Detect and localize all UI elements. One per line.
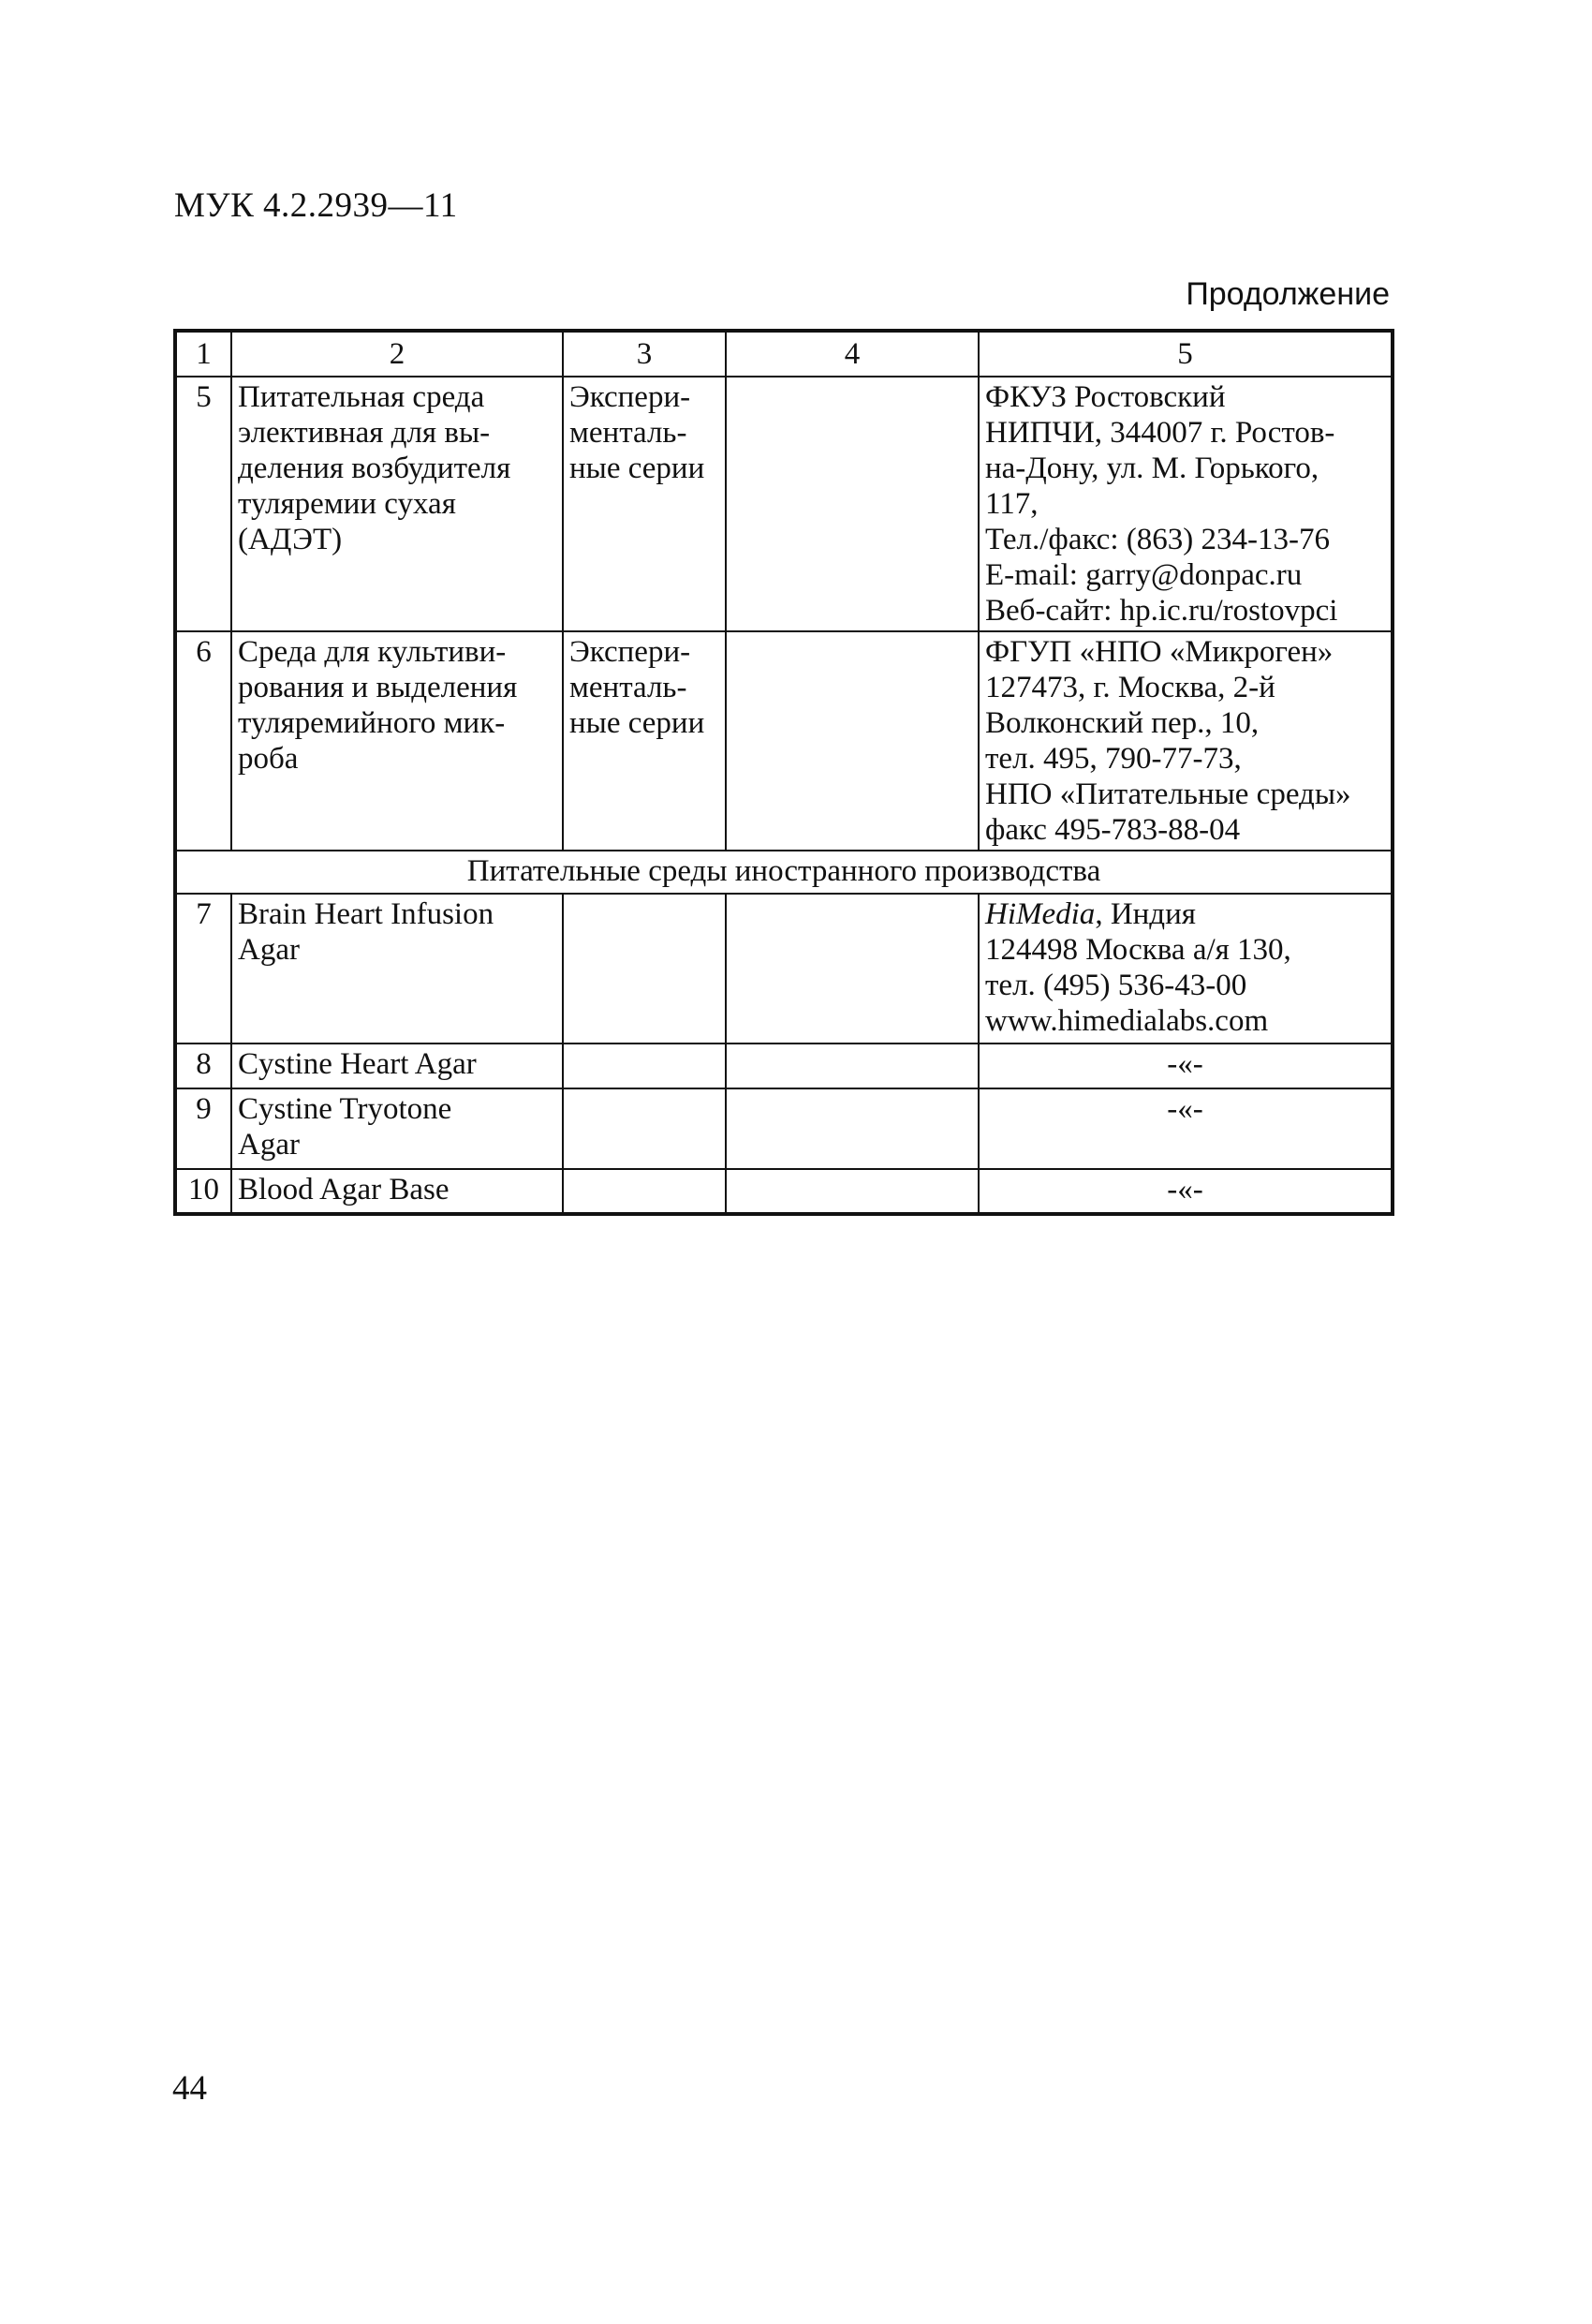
section-title: Питательные среды иностранного производства [175,851,1393,894]
manufacturer-line: тел. (495) 536-43-00 [985,969,1247,1002]
column-header: 5 [979,331,1393,377]
manufacturer-line [985,896,1385,932]
medium-name-line: Brain Heart Infusion [238,897,494,931]
manufacturer-line: ФКУЗ Ростовский [985,380,1226,414]
medium-name-line: роба [238,742,299,776]
continuation-label: Продолжение [1186,276,1390,312]
manufacturer-line: на-Дону, ул. М. Горького, [985,451,1319,485]
column-header: 4 [726,331,979,377]
column-4-cell [726,1088,979,1169]
manufacturer-line: 117, [985,487,1039,521]
medium-name-line: туляремийного мик- [238,706,506,740]
manufacturer-cell: -«- [979,1169,1393,1214]
column-4-cell [726,1169,979,1214]
table-row [175,631,1393,851]
medium-name-cell [231,894,563,1044]
series-type-cell [563,894,726,1044]
manufacturer-cell: -«- [979,1044,1393,1088]
series-type-line: менталь- [569,671,687,704]
medium-name-line: (АДЭТ) [238,523,343,556]
medium-name-line: Cystine Tryotone [238,1092,452,1126]
manufacturer-line: ФГУП «НПО «Микроген» [985,635,1334,669]
series-type-cell [563,1044,726,1088]
series-type-cell [563,1169,726,1214]
medium-name-line: рования и выделения [238,671,518,704]
manufacturer-line: Волконский пер., 10, [985,706,1260,740]
medium-name-line: Среда для культиви- [238,635,507,669]
series-type-cell [563,1088,726,1169]
row-number: 5 [175,377,231,631]
medium-name-line: Cystine Heart Agar [238,1047,477,1081]
manufacturer-line: 127473, г. Москва, 2-й [985,671,1275,704]
medium-name-line: Blood Agar Base [238,1173,450,1206]
table-row [175,1088,1393,1169]
table-row [175,1169,1393,1214]
manufacturer-line: www.himedialabs.com [985,1004,1269,1038]
manufacturer-cell [979,894,1393,1044]
series-type-line: ные серии [569,451,705,485]
series-type-line: менталь- [569,416,687,450]
manufacturer-line: НПО «Питательные среды» [985,777,1351,811]
medium-name-line: Питательная среда [238,380,485,414]
series-type-line: Экспери- [569,635,691,669]
row-number: 10 [175,1169,231,1214]
medium-name-cell [231,1044,563,1088]
medium-name-cell [231,1088,563,1169]
column-header: 2 [231,331,563,377]
series-type-line: Экспери- [569,380,691,414]
medium-name-line: деления возбудителя [238,451,511,485]
medium-name-cell [231,1169,563,1214]
medium-name-cell [231,631,563,851]
manufacturer-cell [979,377,1393,631]
page-number: 44 [172,2069,207,2108]
column-4-cell [726,894,979,1044]
medium-name-line: Agar [238,933,300,967]
table-row [175,377,1393,631]
section-row [175,851,1393,894]
manufacturer-line: НИПЧИ, 344007 г. Ростов- [985,416,1335,450]
manufacturer-cell [979,631,1393,851]
manufacturer-country: , Индия [1095,897,1196,931]
manufacturer-line: E-mail: garry@donpac.ru [985,558,1303,592]
manufacturer-line: Тел./факс: (863) 234-13-76 [985,523,1330,556]
manufacturer-line: тел. 495, 790-77-73, [985,742,1242,776]
manufacturer-cell: -«- [979,1088,1393,1169]
row-number: 8 [175,1044,231,1088]
manufacturer-line: 124498 Москва а/я 130, [985,933,1291,967]
medium-name-line: туляремии сухая [238,487,456,521]
column-4-cell [726,377,979,631]
series-type-cell [563,631,726,851]
medium-name-line: Agar [238,1128,300,1162]
series-type-line: ные серии [569,706,705,740]
table-header-row [175,331,1393,377]
manufacturer-brand: HiMedia [985,897,1096,931]
series-type-cell [563,377,726,631]
table-row [175,894,1393,1044]
manufacturer-line: факс 495-783-88-04 [985,813,1241,847]
column-4-cell [726,1044,979,1088]
column-header: 1 [175,331,231,377]
media-table [173,329,1394,1216]
medium-name-line: элективная для вы- [238,416,491,450]
document-code: МУК 4.2.2939—11 [174,186,458,225]
medium-name-cell [231,377,563,631]
manufacturer-line: Веб-сайт: hp.ic.ru/rostovpci [985,594,1338,628]
table-row [175,1044,1393,1088]
row-number: 6 [175,631,231,851]
row-number: 7 [175,894,231,1044]
column-4-cell [726,631,979,851]
row-number: 9 [175,1088,231,1169]
column-header: 3 [563,331,726,377]
